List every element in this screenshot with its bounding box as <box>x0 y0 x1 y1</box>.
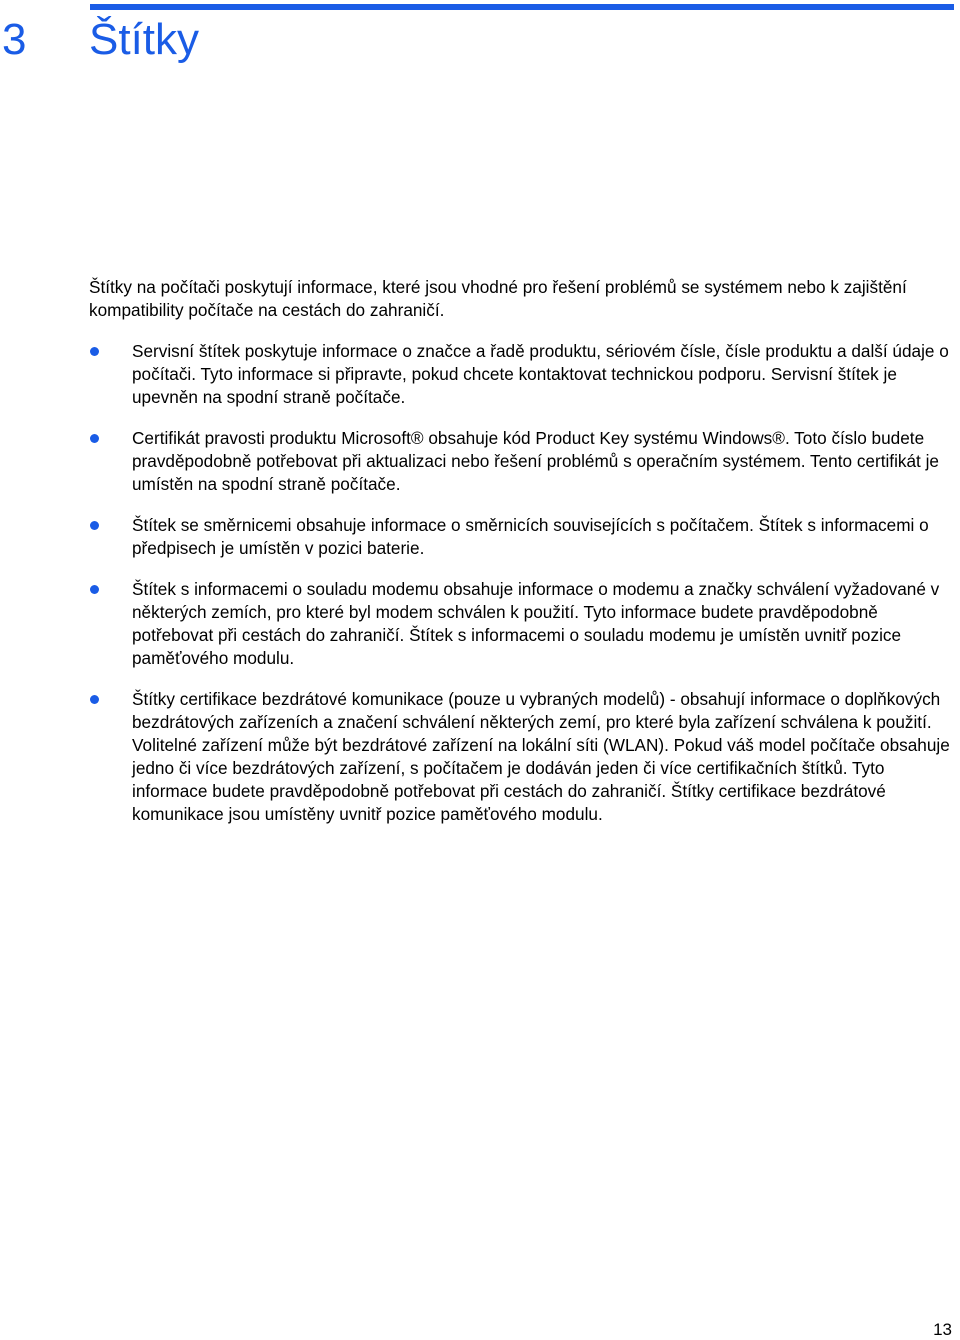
bullet-icon <box>90 434 99 443</box>
list-item <box>89 514 955 560</box>
chapter-number: 3 <box>2 15 27 64</box>
bullet-icon <box>90 585 99 594</box>
list-item <box>89 688 955 826</box>
list-item <box>89 427 955 496</box>
bullet-icon <box>90 347 99 356</box>
bullet-icon <box>90 521 99 530</box>
list-item-text: Štítek s informacemi o souladu modemu obsahuje informace o modemu a značky schválení vyžadované v některých zemích, pro které byl modem schválen k použití. Tyto informace budete pravděpodobně potřebovat při cestách do zahraničí. Štítek s informacemi o souladu modemu je umístěn uvnitř pozice paměťového modulu. <box>132 579 940 668</box>
list-item <box>89 340 955 409</box>
list-item-text: Servisní štítek poskytuje informace o značce a řadě produktu, sériovém čísle, čísle produktu a další údaje o počítači. Tyto informace si připravte, pokud chcete kontaktovat technickou podporu. Servisní štítek je upevněn na spodní straně počítače. <box>132 341 949 407</box>
list-item-text: Certifikát pravosti produktu Microsoft® obsahuje kód Product Key systému Windows®. Toto číslo budete pravděpodobně potřebovat při aktualizaci nebo řešení problémů s operačním systémem. Tento certifikát je umístěn na spodní straně počítače. <box>132 428 939 494</box>
page-number: 13 <box>933 1320 952 1339</box>
label-list <box>89 340 955 826</box>
bullet-icon <box>90 695 99 704</box>
list-item <box>89 578 955 670</box>
chapter-title: Štítky <box>89 15 200 64</box>
chapter-body <box>89 276 955 844</box>
header-rule <box>90 4 954 10</box>
list-item-text: Štítky certifikace bezdrátové komunikace (pouze u vybraných modelů) - obsahují informace o doplňkových bezdrátových zařízeních a značení schválení některých zemí, pro které byla zařízení schválena k použití. Volitelné zařízení může být bezdrátové zařízení na lokální síti (WLAN). Pokud váš model počítače obsahuje jedno či více bezdrátových zařízení, s počítačem je dodáván jeden či více certifikačních štítků. Tyto informace budete pravděpodobně potřebovat při cestách do zahraničí. Štítky certifikace bezdrátové komunikace jsou umístěny uvnitř pozice paměťového modulu. <box>132 689 950 824</box>
list-item-text: Štítek se směrnicemi obsahuje informace o směrnicích souvisejících s počítačem. Štítek s informacemi o předpisech je umístěn v pozici baterie. <box>132 515 929 558</box>
intro-paragraph: Štítky na počítači poskytují informace, které jsou vhodné pro řešení problémů se systémem nebo k zajištění kompatibility počítače na cestách do zahraničí. <box>89 277 907 320</box>
